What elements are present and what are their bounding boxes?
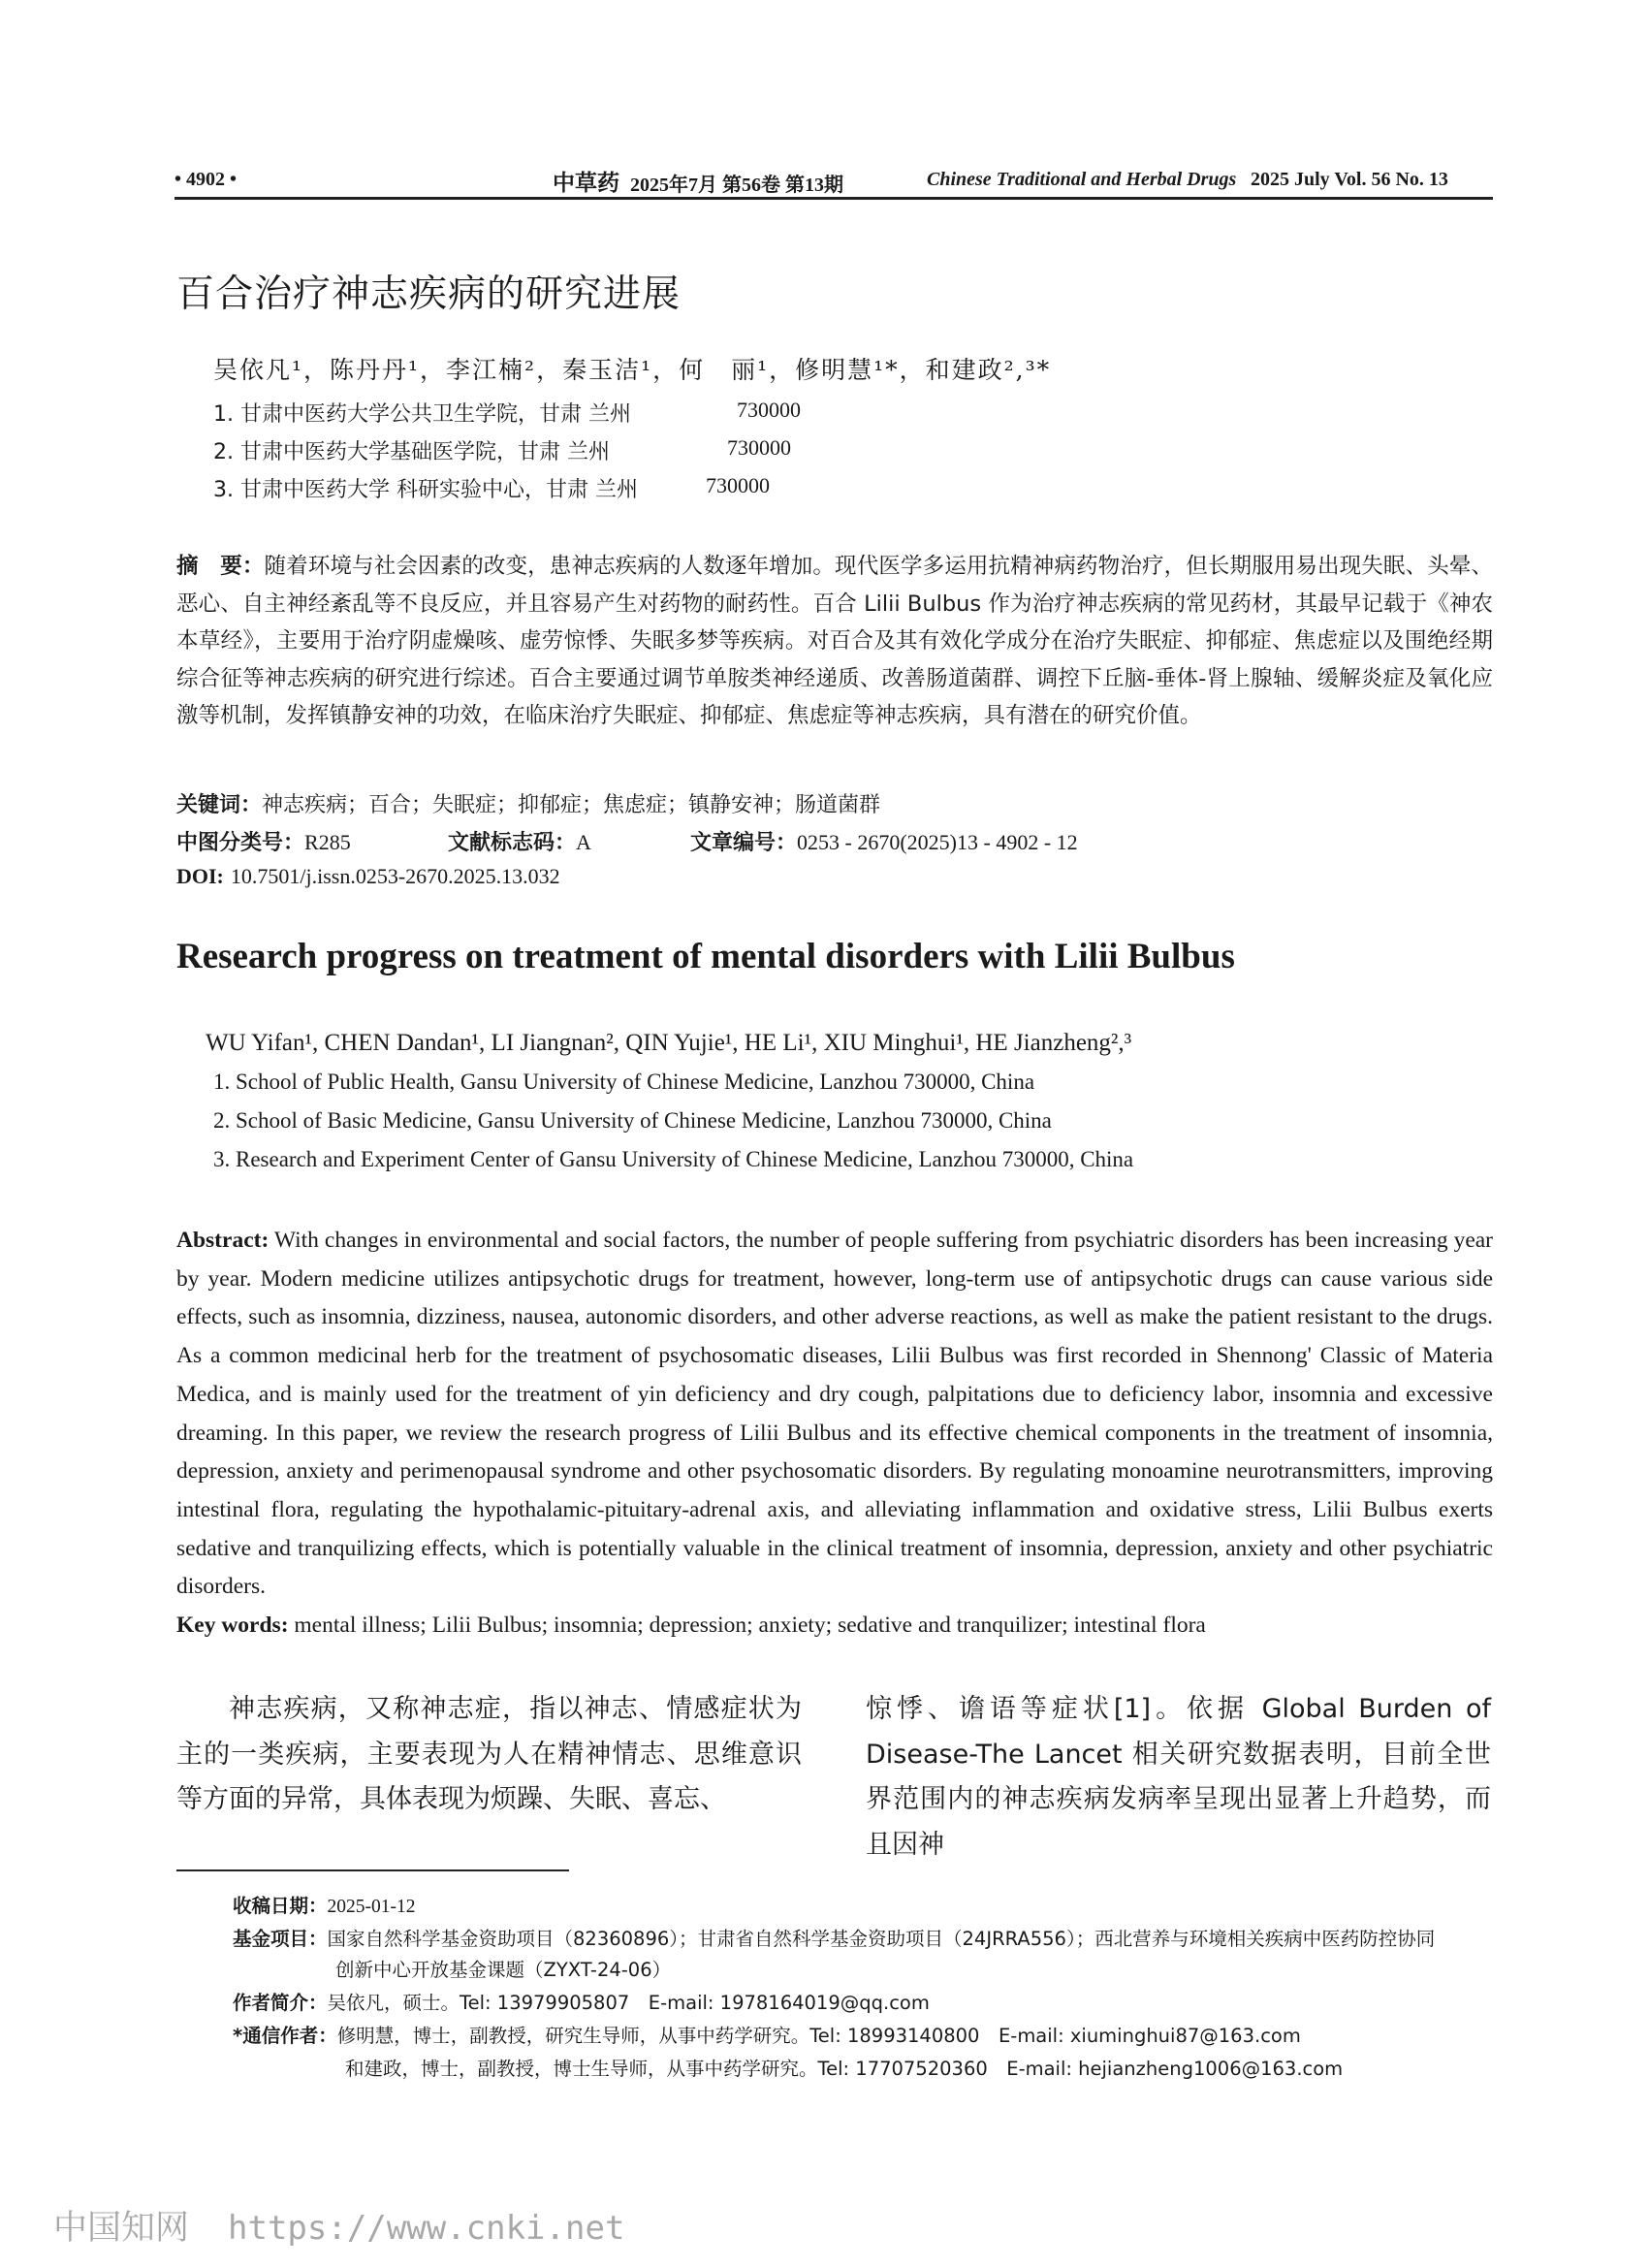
clc-value: R285 (304, 830, 351, 854)
article-no-label: 文章编号： (690, 831, 798, 855)
affiliation-cn-1 (213, 398, 801, 428)
author-value: 吴依凡，硕士。Tel: 13979905807 E-mail: 1978164019@qq.com (327, 1992, 930, 2014)
watermark-url: https://www.cnki.net (228, 2209, 625, 2248)
keywords-en-text: mental illness; Lilii Bulbus; insomnia; depression; anxiety; sedative and tranquilizer; intestinal flora (294, 1613, 1206, 1638)
affiliation-text: 2. 甘肃中医药大学基础医学院，甘肃 兰州 (213, 440, 610, 464)
received-value: 2025-01-12 (327, 1897, 416, 1917)
issue-en: 2025 July Vol. 56 No. 13 (1251, 169, 1448, 190)
footnote-received (233, 1891, 1549, 1923)
received-label: 收稿日期： (233, 1895, 328, 1917)
keywords-cn-text: 神志疾病；百合；失眠症；抑郁症；焦虑症；镇静安神；肠道菌群 (262, 793, 881, 817)
watermark-cn: 中国知网 (53, 2209, 190, 2248)
footnote-author (233, 1988, 1549, 2019)
affiliation-en-2: 2. School of Basic Medicine, Gansu University of Chinese Medicine, Lanzhou 730000, China (213, 1108, 1052, 1133)
author-label: 作者简介： (233, 1992, 328, 2014)
cnki-watermark (53, 2201, 624, 2250)
header-rule (174, 197, 1493, 200)
footnote-fund-cont: 创新中心开放基金课题（ZYXT-24-06） (335, 1959, 672, 1981)
body-column-1: 神志疾病，又称神志症，指以神志、情感症状为主的一类疾病，主要表现为人在精神情志、思维意识等方面的异常，具体表现为烦躁、失眠、喜忘、 (176, 1694, 802, 1814)
affiliation-zip: 730000 (706, 473, 770, 497)
doi-label: DOI: (176, 864, 224, 888)
clc-label: 中图分类号： (176, 831, 305, 855)
affiliation-cn-3 (213, 473, 770, 503)
title-en: Research progress on treatment of mental disorders with Lilii Bulbus (176, 937, 1235, 976)
body-column-2: 惊悸、谵语等症状[1]。依据 Global Burden of Disease-The Lancet 相关研究数据表明，目前全世界范围内的神志疾病发病率呈现出显著上升趋势，而且因神 (866, 1694, 1491, 1860)
classification-line (176, 826, 1493, 856)
keywords-en-label: Key words: (176, 1613, 289, 1638)
authors-cn: 吴依凡¹，陈丹丹¹，李江楠²，秦玉洁¹，何 丽¹，修明慧¹*，和建政²,³* (213, 356, 1052, 384)
affiliation-text: 1. 甘肃中医药大学公共卫生学院，甘肃 兰州 (213, 402, 631, 427)
abstract-cn-text: 随着环境与社会因素的改变，患神志疾病的人数逐年增加。现代医学多运用抗精神病药物治疗，但长期服用易出现失眠、头晕、恶心、自主神经紊乱等不良反应，并且容易产生对药物的耐药性。百合 Lilii Bulbus 作为治疗神志疾病的常见药材，其最早记载于《神农本草经》，主要用于治疗阴虚燥咳、虚劳惊悸、失眠多梦等疾病。对百合及其有效化学成分在治疗失眠症、抑郁症、焦虑症以及围绝经期综合征等神志疾病的研究进行综述。百合主要通过调节单胺类神经递质、改善肠道菌群、调控下丘脑-垂体-肾上腺轴、缓解炎症及氧化应激等机制，发挥镇静安神的功效，在临床治疗失眠症、抑郁症、焦虑症等神志疾病，具有潜在的研究价值。 (176, 554, 1493, 729)
journal-name-en: Chinese Traditional and Herbal Drugs (927, 169, 1237, 190)
affiliation-en-3: 3. Research and Experiment Center of Gansu University of Chinese Medicine, Lanzhou 730000, China (213, 1147, 1134, 1171)
doc-value: A (576, 830, 591, 854)
affiliation-cn-2 (213, 435, 791, 465)
abstract-cn (176, 548, 1493, 735)
fund-label: 基金项目： (233, 1928, 328, 1950)
affiliation-text: 3. 甘肃中医药大学 科研实验中心，甘肃 兰州 (213, 478, 638, 502)
doi-value: 10.7501/j.issn.0253-2670.2025.13.032 (230, 864, 560, 888)
footnote-fund (233, 1924, 1493, 1955)
keywords-en (176, 1607, 1493, 1645)
affiliation-zip: 730000 (737, 398, 801, 422)
keywords-cn-label: 关键词： (176, 793, 263, 817)
affiliation-zip: 730000 (727, 435, 791, 460)
page-number: • 4902 • (174, 169, 238, 190)
footnote-rule (176, 1869, 569, 1871)
abstract-en (176, 1222, 1493, 1607)
footnote-correspondence (233, 2021, 1549, 2052)
corr-label: *通信作者： (233, 2025, 337, 2047)
abstract-en-label: Abstract: (176, 1228, 270, 1253)
corr-value-1: 修明慧，博士，副教授，研究生导师，从事中药学研究。Tel: 18993140800 E-mail: xiuminghui87@163.com (336, 2025, 1301, 2047)
title-cn: 百合治疗神志疾病的研究进展 (176, 272, 682, 316)
keywords-cn (176, 788, 880, 818)
journal-name-cn: 中草药 (553, 170, 619, 196)
fund-value: 国家自然科学基金资助项目（82360896）；甘肃省自然科学基金资助项目（24JRRA556）；西北营养与环境相关疾病中医药防控协同 (327, 1928, 1436, 1950)
authors-en: WU Yifan¹, CHEN Dandan¹, LI Jiangnan², QIN Yujie¹, HE Li¹, XIU Minghui¹, HE Jianzheng²,³ (206, 1030, 1132, 1056)
footnote-correspondence-2: 和建政，博士，副教授，博士生导师，从事中药学研究。Tel: 17707520360 E-mail: hejianzheng1006@163.com (345, 2058, 1344, 2080)
doi-line (176, 864, 560, 889)
abstract-cn-label: 摘 要： (176, 554, 265, 579)
affiliation-en-1: 1. School of Public Health, Gansu University of Chinese Medicine, Lanzhou 730000, China (213, 1070, 1035, 1094)
issue-cn: 2025年7月 第56卷 第13期 (630, 175, 843, 196)
article-no-value: 0253 - 2670(2025)13 - 4902 - 12 (797, 830, 1078, 854)
doc-label: 文献标志码： (448, 831, 577, 855)
abstract-en-text: With changes in environmental and social factors, the number of people suffering from psychiatric disorders has been increasing year by year. Modern medicine utilizes antipsychotic drugs for treatment, however, long-term use of antipsychotic drugs can cause various side effects, such as insomnia, dizziness, nausea, autonomic disorders, and other adverse reactions, as well as make the patient resistant to the drugs. As a common medicinal herb for the treatment of psychosomatic diseases, Lilii Bulbus was first recorded in Shennong' Classic of Materia Medica, and is mainly used for the treatment of yin deficiency and dry cough, palpitations due to deficiency labor, insomnia and excessive dreaming. In this paper, we review the research progress of Lilii Bulbus and its effective chemical components in the treatment of insomnia, depression, anxiety and perimenopausal syndrome and other psychosomatic disorders. By regulating monoamine neurotransmitters, improving intestinal flora, regulating the hypothalamic-pituitary-adrenal axis, and alleviating inflammation and oxidative stress, Lilii Bulbus exerts sedative and tranquilizing effects, which is potentially valuable in the clinical treatment of insomnia, depression, anxiety and other psychiatric disorders. (176, 1228, 1494, 1600)
